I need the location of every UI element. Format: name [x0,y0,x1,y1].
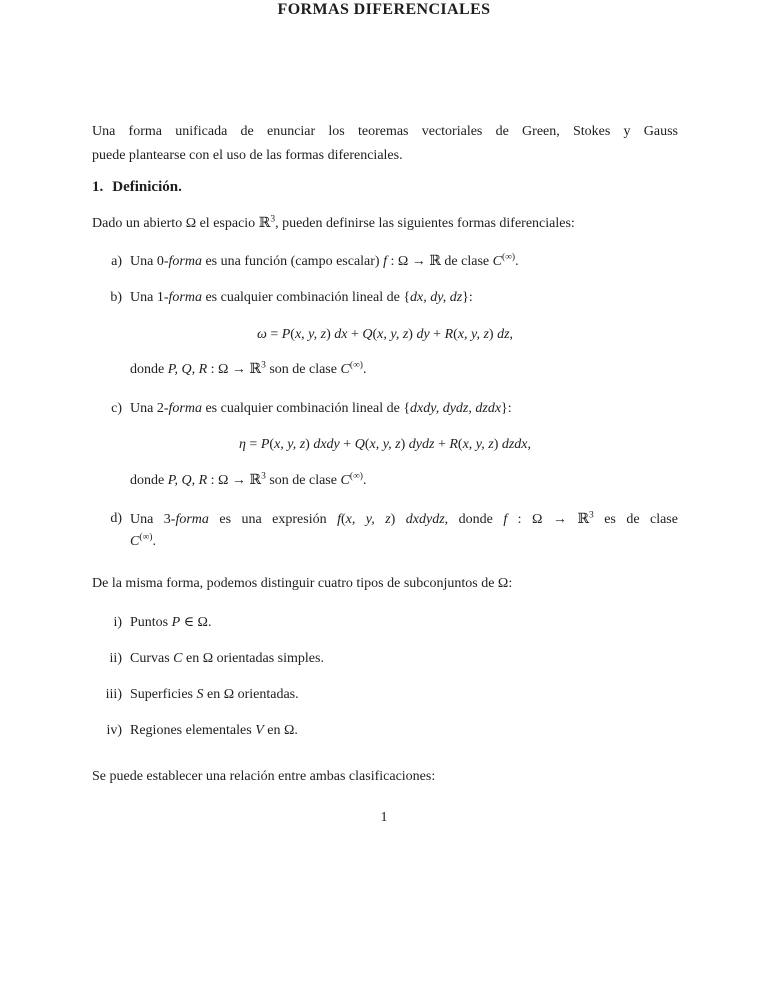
where-clause-omega: donde P, Q, R : Ω → ℝ$^3$ son de clase C(∞). [130,360,367,377]
item-label-ii: ii) [109,651,122,666]
item-label-a: a) [111,254,122,269]
item-text-c: Una 2-forma es cualquier combinación lineal de {dxdy, dydz, dzdx}: [130,401,512,416]
section-title: Definición. [112,179,182,195]
formula-eta: η = P(x, y, z) dxdy + Q(x, y, z) dydz + R(x, y, z) dzdx, [238,437,532,452]
definition-lead-paragraph: Dado un abierto Ω el espacio ℝ$^3$, pueden definirse las siguientes formas diferenciales: [92,214,575,231]
list-item-c [92,399,678,419]
item-label-i: i) [113,615,122,630]
item-label-iii: iii) [105,687,122,702]
item-text-b: Una 1-forma es cualquier combinación lineal de {dx, dy, dz}: [130,290,473,305]
item-label-b: b) [110,290,122,305]
item-text-d-line-2: C(∞). [130,532,156,549]
section-heading [92,177,182,197]
page-title: FORMAS DIFERENCIALES [277,1,491,18]
where-clause-eta: donde P, Q, R : Ω → ℝ$^3$ son de clase C(∞). [130,471,367,488]
list-item-b [92,288,678,308]
intro-line-1: Una forma unificada de enunciar los teoremas vectoriales de Green, Stokes y Gauss [92,124,678,139]
list-item-iii [92,685,678,705]
intro-paragraph [92,120,678,168]
list-item-ii [92,649,678,669]
page-number: 1 [380,810,388,825]
list-item-a [92,252,678,272]
item-text-ii: Curvas C en Ω orientadas simples. [130,651,324,666]
formula-omega: ω = P(x, y, z) dx + Q(x, y, z) dy + R(x, y, z) dz, [256,327,514,342]
intro-line-2: puede plantearse con el uso de las formas diferenciales. [92,148,403,163]
item-text-iii: Superficies S en Ω orientadas. [130,687,299,702]
item-text-i: Puntos P ∈ Ω. [130,615,212,630]
item-label-c: c) [111,401,122,416]
section-number: 1. [92,179,104,195]
item-label-d: d) [110,511,122,526]
item-text-d-line-1: Una 3-forma es una expresión f(x, y, z) dxdydz, donde f : Ω → ℝ$^3$ es de clase [130,510,678,527]
item-label-iv: iv) [106,723,122,738]
subsets-lead-paragraph: De la misma forma, podemos distinguir cuatro tipos de subconjuntos de Ω: [92,576,513,591]
item-text-iv: Regiones elementales V en Ω. [130,723,298,738]
list-item-iv [92,721,678,741]
item-text-a: Una 0-forma es una función (campo escalar) f : Ω → ℝ de clase C(∞). [130,252,519,269]
list-item-i [92,613,678,633]
list-item-d [92,509,678,553]
closing-paragraph: Se puede establecer una relación entre ambas clasificaciones: [92,769,436,784]
